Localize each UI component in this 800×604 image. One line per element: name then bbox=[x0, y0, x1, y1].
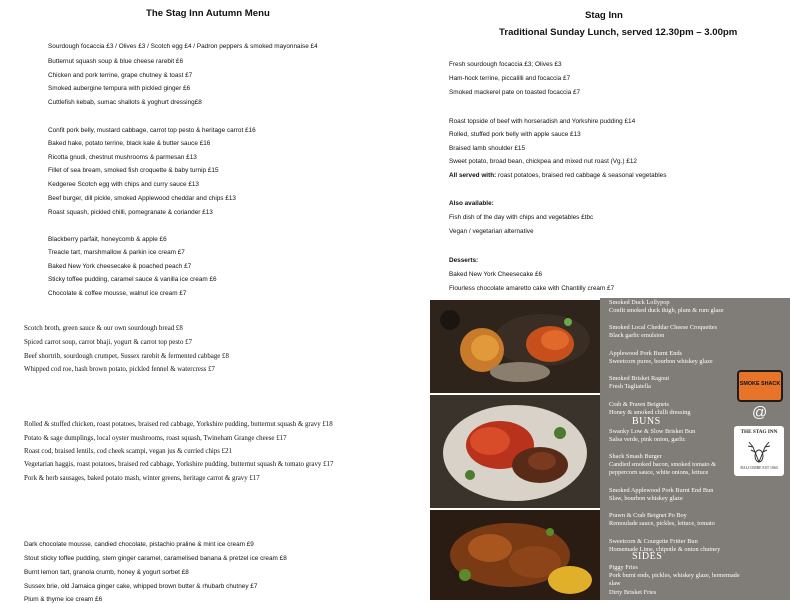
menu-item: Fish dish of the day with chips and vegetables £tbc bbox=[449, 214, 594, 221]
sunday-menu-subtitle: Traditional Sunday Lunch, served 12.30pm – 3.00pm bbox=[499, 27, 738, 38]
menu-item: Whipped cod roe, hash brown potato, pickled fennel & watercress £7 bbox=[24, 366, 215, 373]
menu-item: Baked hake, potato terrine, black kale & butter sauce £16 bbox=[48, 140, 211, 147]
dish-name: Smoked Local Cheddar Cheese Croquettes bbox=[609, 324, 718, 331]
menu-item: Sticky toffee pudding, caramel sauce & vanilla ice cream £6 bbox=[48, 276, 217, 283]
menu-item: Cuttlefish kebab, sumac shallots & yoghurt dressing£8 bbox=[48, 99, 202, 106]
menu-item: Rolled, stuffed pork belly with apple sauce £13 bbox=[449, 131, 581, 138]
dish-name: Prawn & Crab Beignet Po Boy bbox=[609, 512, 687, 519]
menu-item: Rolled & stuffed chicken, roast potatoes, braised red cabbage, Yorkshire pudding, butternut squash & gravy £18 bbox=[24, 421, 333, 428]
dish-name: Dirty Brisket Fries bbox=[609, 589, 657, 596]
smoke-shack-panel bbox=[600, 298, 790, 600]
menu-item: Treacle tart, marshmallow & parkin ice cream £7 bbox=[48, 249, 185, 256]
menu-item: Baked New York cheesecake & poached peach £7 bbox=[48, 263, 192, 270]
menu-item: Kedgeree Scotch egg with chips and curry sauce £13 bbox=[48, 181, 199, 188]
also-available-label: Also available: bbox=[449, 200, 494, 207]
sunday-menu-title: Stag Inn bbox=[585, 10, 623, 21]
dish-name: Sweetcorn & Courgette Fritter Bun bbox=[609, 538, 698, 545]
dish-name: Swanky Low & Slow Brisket Bun bbox=[609, 428, 696, 435]
smoke-shack-logo-text: SMOKE SHACK bbox=[739, 381, 781, 387]
dish-desc: Black garlic emulsion bbox=[609, 332, 665, 339]
menu-item: Scotch broth, green sauce & our own sourdough bread £8 bbox=[24, 325, 183, 332]
menu-item: Blackberry parfait, honeycomb & apple £6 bbox=[48, 236, 167, 243]
dish-name: Smoked Brisket Ragout bbox=[609, 375, 670, 382]
dish-desc: Sweetcorn puree, bourbon whiskey glaze bbox=[609, 358, 713, 365]
menu-item: Baked New York Cheesecake £6 bbox=[449, 271, 543, 278]
dish-desc: slaw bbox=[609, 580, 621, 587]
dish-desc: Pork burnt ends, pickles, whiskey glaze, homemade bbox=[609, 572, 740, 579]
autumn-menu-title: The Stag Inn Autumn Menu bbox=[146, 8, 270, 19]
menu-item: Fresh sourdough focaccia £3; Olives £3 bbox=[449, 61, 562, 68]
menu-item: Plum & thyme ice cream £6 bbox=[24, 596, 103, 603]
menu-item: Chicken and pork terrine, grape chutney & toast £7 bbox=[48, 72, 193, 79]
served-with-label: All served with: bbox=[449, 172, 497, 179]
menu-item: Sourdough focaccia £3 / Olives £3 / Scotch egg £4 / Padron peppers & smoked mayonnaise £4 bbox=[48, 43, 318, 50]
dish-name: Smoked Applewood Pork Burnt End Bun bbox=[609, 487, 714, 494]
food-photo-burnt-ends bbox=[430, 395, 601, 508]
dish-desc: Salsa verde, pink onion, garlic bbox=[609, 436, 686, 443]
menu-item: Smoked mackerel pate on toasted focaccia £7 bbox=[449, 89, 581, 96]
menu-item: Beef burger, dill pickle, smoked Applewood cheddar and chips £13 bbox=[48, 195, 236, 202]
menu-item: Pork & herb sausages, baked potato mash, winter greens, heritage carrot & gravy £17 bbox=[24, 475, 260, 482]
menu-item: Vegetarian haggis, roast potatoes, braised red cabbage, Yorkshire pudding, butternut squash & tomato gravy £17 bbox=[24, 461, 334, 468]
menu-item: Fillet of sea bream, smoked fish croquette & baby turnip £15 bbox=[48, 167, 219, 174]
dish-name: Piggy Fries bbox=[609, 564, 638, 571]
dish-name: Smoked Duck Lollypop bbox=[609, 299, 670, 306]
smoke-shack-logo bbox=[737, 370, 783, 402]
menu-item: Vegan / vegetarian alternative bbox=[449, 228, 534, 235]
food-photo-ribs bbox=[430, 510, 601, 600]
menu-item: Burnt lemon tart, granola crumb, honey & yogurt sorbet £8 bbox=[24, 569, 189, 576]
dish-name: Applewood Pork Burnt Ends bbox=[609, 350, 682, 357]
menu-item: Confit pork belly, mustard cabbage, carrot top pesto & heritage carrot £16 bbox=[48, 127, 256, 134]
menu-item: Potato & sage dumplings, local oyster mushrooms, roast squash, Twineham Grange cheese £17 bbox=[24, 435, 287, 442]
dish-desc: Remoulade sauce, pickles, lettuce, tomato bbox=[609, 520, 715, 527]
menu-item: Flourless chocolate amaretto cake with Chantilly cream £7 bbox=[449, 285, 615, 292]
menu-item: Smoked aubergine tempura with pickled ginger £6 bbox=[48, 85, 191, 92]
menu-item: Dark chocolate mousse, candied chocolate, pistachio praline & mint ice cream £9 bbox=[24, 541, 254, 548]
dish-desc: Slaw, bourbon whiskey glaze bbox=[609, 495, 683, 502]
dish-name: Shack Smash Burger bbox=[609, 453, 662, 460]
menu-item: Ham-hock terrine, piccalilli and focaccia £7 bbox=[449, 75, 571, 82]
menu-item: Stout sticky toffee pudding, stem ginger caramel, caramelised banana & pretzel ice cream £8 bbox=[24, 555, 287, 562]
menu-item: Ricotta gnudi, chestnut mushrooms & parmesan £13 bbox=[48, 154, 197, 161]
dish-name: Crab & Prawn Beignets bbox=[609, 401, 669, 408]
dish-desc: peppercorn sauce, white onions, lettuce bbox=[609, 469, 709, 476]
menu-item: Beef shortrib, sourdough crumpet, Sussex rarebit & fermented cabbage £8 bbox=[24, 353, 229, 360]
food-photo-duck bbox=[430, 300, 601, 393]
desserts-label: Desserts: bbox=[449, 257, 479, 264]
menu-item: Roast squash, pickled chilli, pomegranate & coriander £13 bbox=[48, 209, 213, 216]
sides-heading: SIDES bbox=[632, 551, 663, 562]
menu-item: Roast topside of beef with horseradish and Yorkshire pudding £14 bbox=[449, 118, 636, 125]
menu-item: Braised lamb shoulder £15 bbox=[449, 145, 526, 152]
served-with-note bbox=[449, 172, 666, 180]
stag-head-icon bbox=[745, 438, 773, 464]
stag-logo-sub: BALCOMBE EST 1860 bbox=[740, 466, 778, 470]
dish-desc: Honey & smoked chilli dressing bbox=[609, 409, 691, 416]
served-with-text: roast potatoes, braised red cabbage & seasonal vegetables bbox=[496, 172, 667, 179]
dish-desc: Candied smoked bacon, smoked tomato & bbox=[609, 461, 717, 468]
dish-desc: Confit smoked duck thigh, plum & rum glaze bbox=[609, 307, 724, 314]
stag-logo-text: THE STAG INN bbox=[740, 429, 778, 435]
at-symbol: @ bbox=[752, 404, 768, 421]
menu-item: Sweet potato, broad bean, chickpea and mixed nut roast (Vg.) £12 bbox=[449, 158, 637, 165]
stag-inn-logo bbox=[734, 426, 784, 476]
buns-heading: BUNS bbox=[632, 416, 661, 427]
menu-item: Butternut squash soup & blue cheese rarebit £6 bbox=[48, 58, 184, 65]
menu-item: Roast cod, braised lentils, cod cheek scampi, vegan jus & curried chips £21 bbox=[24, 448, 233, 455]
menu-item: Chocolate & coffee mousse, walnut ice cream £7 bbox=[48, 290, 187, 297]
dish-desc: Homemade Lime, chipotle & onion chutney bbox=[609, 546, 721, 553]
menu-item: Spiced carrot soup, carrot bhaji, yogurt & carrot top pesto £7 bbox=[24, 339, 193, 346]
menu-item: Sussex brie, old Jamaica ginger cake, whipped brown butter & rhubarb chutney £7 bbox=[24, 583, 258, 590]
dish-desc: Fresh Tagliatella bbox=[609, 383, 651, 390]
